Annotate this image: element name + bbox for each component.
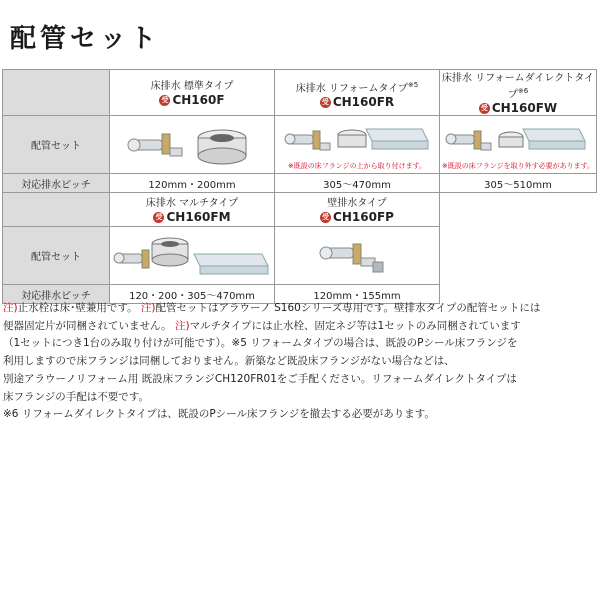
header-corner: [3, 70, 110, 116]
product-type: 床排水 リフォームタイプ: [295, 83, 408, 95]
product-image-cell: [110, 116, 275, 174]
order-badge-icon: 受: [155, 212, 163, 221]
order-badge-icon: 受: [480, 103, 488, 112]
product-image-cell: [440, 116, 597, 174]
note-text: 便器固定片が同梱されていません。: [3, 319, 172, 332]
product-header: [440, 70, 597, 116]
note-line: （1セットにつき1台のみ取り付けが可能です）。※5 リフォームタイプの場合は、既設のPシール床フランジを: [3, 337, 518, 350]
empty-cell: [440, 193, 597, 227]
table-row: [3, 174, 597, 193]
pitch-value: 120mm・155mm: [275, 285, 440, 304]
notes-section: [3, 300, 597, 424]
note-text: 配管セットはアラウーノ S160シリーズ専用です。壁排水タイプの配管セットには: [155, 302, 541, 314]
page-title: 配管セット: [10, 24, 161, 54]
product-model: CH160FP: [333, 210, 394, 225]
product-header: [275, 70, 440, 116]
note-line: 床フランジの手配は不要です。: [3, 390, 149, 403]
note-prefix: 注): [174, 319, 190, 332]
footnote-mark: ※5: [407, 81, 419, 89]
row-label-piping-set: 配管セット: [3, 227, 110, 285]
pipe-set-multi-image: [112, 230, 272, 282]
note-line: [3, 300, 597, 318]
product-type: 床排水 マルチタイプ: [145, 198, 239, 210]
product-model: CH160FM: [166, 210, 231, 225]
product-image-cell: [275, 227, 440, 285]
pipe-set-reform-direct-image: [443, 123, 593, 159]
note-prefix: 注): [140, 302, 156, 314]
row-label-pitch: 対応排水ピッチ: [3, 174, 110, 193]
pipe-set-reform-image: [282, 123, 432, 159]
product-header: [275, 193, 440, 227]
warning-text: ※既設の床フランジを取り外す必要があります。: [441, 162, 595, 171]
pipe-set-standard-image: [122, 120, 262, 170]
row-label-pitch: 対応排水ピッチ: [3, 285, 110, 304]
table-row: [3, 70, 597, 116]
row-label-piping-set: 配管セット: [3, 116, 110, 174]
note-text: 止水栓は床･壁兼用です。: [17, 302, 138, 314]
pitch-value: 305～510mm: [440, 174, 597, 193]
header-corner: [3, 193, 110, 227]
order-badge-icon: 受: [161, 95, 169, 104]
order-badge-icon: 受: [322, 212, 330, 221]
piping-set-table: [2, 69, 597, 304]
table-row: [3, 193, 597, 227]
product-image-cell: [275, 116, 440, 174]
product-type: 壁排水タイプ: [327, 198, 387, 210]
product-model: CH160FR: [332, 95, 395, 110]
pitch-value: 120mm・200mm: [110, 174, 275, 193]
note-prefix: 注): [3, 302, 18, 314]
pitch-value: 120・200・305～470mm: [110, 285, 275, 304]
note-text: マルチタイプには止水栓、固定ネジ等は1セットのみ同梱されています: [189, 319, 521, 332]
empty-cell: [440, 227, 597, 285]
product-header: [110, 70, 275, 116]
product-type: 床排水 リフォームダイレクトタイプ: [441, 73, 595, 101]
product-model: CH160F: [172, 93, 225, 108]
pipe-set-wall-image: [317, 234, 397, 278]
product-type: 床排水 標準タイプ: [150, 81, 234, 93]
warning-text: ※既設の床フランジの上から取り付けます。: [287, 162, 427, 171]
order-badge-icon: 受: [321, 97, 329, 106]
note-line: 利用しますので床フランジは同梱しておりません。新築など既設床フランジがない場合などは、: [3, 355, 455, 368]
product-header: [110, 193, 275, 227]
table-row: [3, 227, 597, 285]
product-model: CH160FW: [491, 101, 558, 116]
note-line: ※6 リフォームダイレクトタイプは、既設のPシール床フランジを撤去する必要があります。: [3, 408, 435, 421]
product-image-cell: [110, 227, 275, 285]
table-row: [3, 116, 597, 174]
note-line: [3, 318, 597, 336]
note-line: 別途アラウーノリフォーム用 既設床フランジCH120FR01をご手配ください。リフォームダイレクトタイプは: [3, 372, 517, 385]
pitch-value: 305～470mm: [275, 174, 440, 193]
footnote-mark: ※6: [517, 87, 529, 95]
